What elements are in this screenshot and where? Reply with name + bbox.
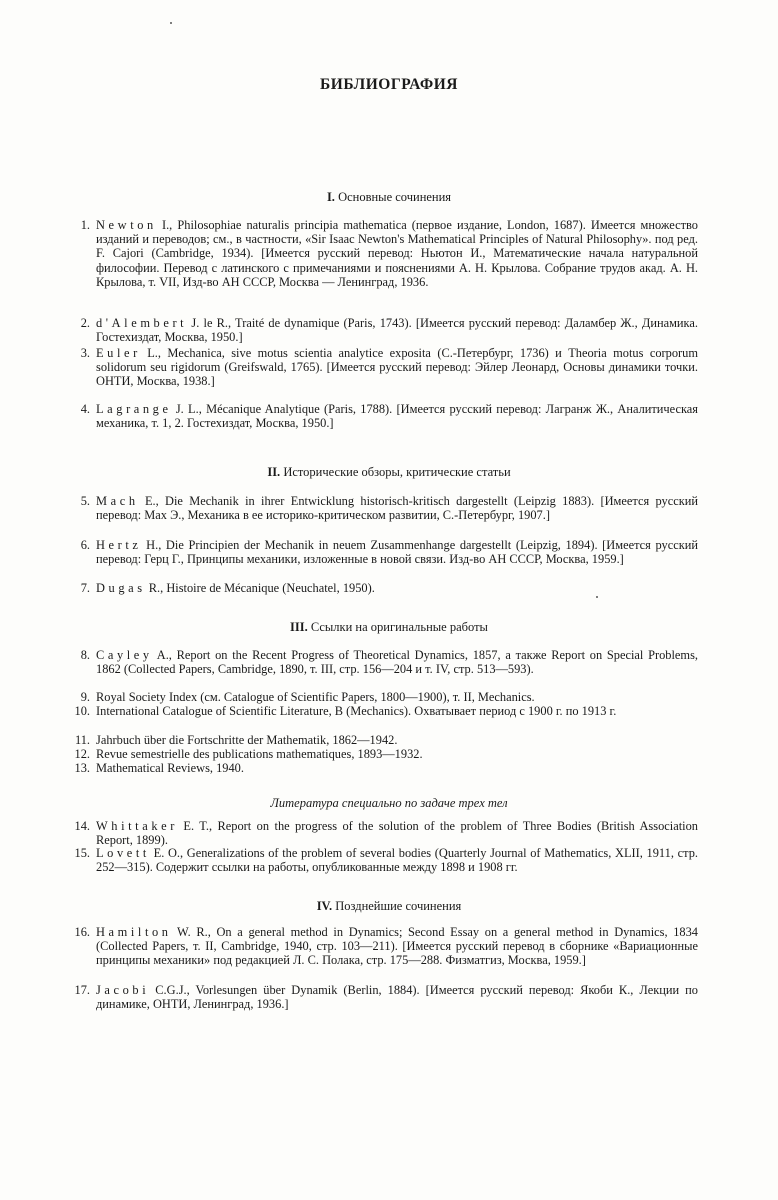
entry-number: 15. bbox=[74, 846, 90, 860]
entry-number: 3. bbox=[80, 346, 90, 360]
scan-speck bbox=[170, 22, 172, 24]
bibliography-entry bbox=[80, 218, 698, 289]
section-number: II. bbox=[267, 465, 281, 479]
entry-number: 17. bbox=[74, 983, 90, 997]
bibliography-entry bbox=[74, 819, 698, 848]
entry-text: E., Die Mechanik in ihrer Entwicklung historisch-kritisch dargestellt (Leipzig 1883). [Имеется русский перевод: Мах Э., Механика в ее историко-критическом развитии, С.-Петербург, 1907.] bbox=[96, 494, 698, 523]
bibliography-entry bbox=[80, 538, 698, 567]
bibliography-entry bbox=[74, 761, 698, 775]
entry-number: 4. bbox=[80, 402, 90, 416]
bibliography-entry bbox=[74, 983, 698, 1012]
entry-text: I., Philosophiae naturalis principia mathematica (первое издание, London, 1687). Имеется множество изданий и переводов; см., в частности, «Sir Isaac Newton's Mathematical Principles of Natural Philosophy». под ред. F. Cajori (Cambridge, 1934). [Имеется русский перевод: Ньютон И., Математические начала натуральной философии. Перевод с латинского с примечаниями и пояснениями А. Н. Крылова. Собрание трудов акад. А. Н. Крылова, т. VII, Изд-во АН СССР, Москва — Ленинград, 1936. bbox=[96, 218, 698, 289]
entry-text: L., Mechanica, sive motus scientia analytice exposita (С.-Петербург, 1736) и Theoria motus corporum solidorum seu rigidorum (Greifswald, 1765). [Имеется русский перевод: Эйлер Леонард, Основы динамики точки. ОНТИ, Москва, 1938.] bbox=[96, 346, 698, 389]
entry-number: 14. bbox=[74, 819, 90, 833]
bibliography-entry bbox=[80, 690, 698, 704]
section-label: Исторические обзоры, критические статьи bbox=[283, 465, 511, 479]
section-label: Литература специально по задаче трех тел bbox=[270, 796, 508, 810]
entry-text: A., Report on the Recent Progress of Theoretical Dynamics, 1857, а также Report on Special Problems, 1862 (Collected Papers, Cambridge, 1890, т. III, стр. 156—204 и т. IV, стр. 513—593). bbox=[96, 648, 698, 677]
entry-number: 11. bbox=[74, 733, 90, 747]
entry-text: E. T., Report on the progress of the solution of the problem of Three Bodies (British Association Report, 1899). bbox=[96, 819, 698, 848]
entry-number: 2. bbox=[80, 316, 90, 330]
bibliography-entry bbox=[80, 648, 698, 677]
entry-author: Hamilton bbox=[96, 925, 172, 939]
entry-number: 6. bbox=[80, 538, 90, 552]
entry-number: 9. bbox=[80, 690, 90, 704]
bibliography-entry bbox=[74, 846, 698, 875]
bibliography-entry bbox=[74, 747, 698, 761]
entry-text: Jahrbuch über die Fortschritte der Mathematik, 1862—1942. bbox=[96, 733, 398, 747]
bibliography-entry bbox=[74, 925, 698, 968]
entry-author: Whittaker bbox=[96, 819, 178, 833]
bibliography-entry bbox=[80, 494, 698, 523]
section-heading bbox=[60, 190, 718, 205]
section-label: Ссылки на оригинальные работы bbox=[310, 620, 488, 634]
section-heading bbox=[60, 465, 718, 480]
scan-speck bbox=[596, 596, 598, 598]
section-number: IV. bbox=[316, 899, 333, 913]
entry-number: 13. bbox=[74, 761, 90, 775]
entry-text: E. O., Generalizations of the problem of several bodies (Quarterly Journal of Mathematics, XLII, 1911, стр. 252—315). Содержит ссылки на работы, опубликованные между 1898 и 1908 гг. bbox=[96, 846, 698, 875]
entry-number: 1. bbox=[80, 218, 90, 232]
bibliography-entry bbox=[80, 581, 698, 595]
entry-number: 10. bbox=[74, 704, 90, 718]
bibliography-entry bbox=[74, 733, 698, 747]
entry-author: Newton bbox=[96, 218, 157, 232]
entry-author: Lovett bbox=[96, 846, 150, 860]
entry-number: 16. bbox=[74, 925, 90, 939]
entry-text: J. L., Mécanique Analytique (Paris, 1788). [Имеется русский перевод: Лагранж Ж., Аналитическая механика, т. 1, 2. Гостехиздат, Москва, 1950.] bbox=[96, 402, 698, 431]
entry-text: Royal Society Index (см. Catalogue of Scientific Papers, 1800—1900), т. II, Mechanics. bbox=[96, 690, 535, 704]
bibliography-entry bbox=[80, 402, 698, 431]
bibliography-entry bbox=[80, 316, 698, 345]
entry-author: Lagrange bbox=[96, 402, 172, 416]
entry-number: 5. bbox=[80, 494, 90, 508]
entry-text: Mathematical Reviews, 1940. bbox=[96, 761, 244, 775]
section-label: Основные сочинения bbox=[338, 190, 452, 204]
entry-text: J. le R., Traité de dynamique (Paris, 1743). [Имеется русский перевод: Даламбер Ж., Динамика. Гостехиздат, Москва, 1950.] bbox=[96, 316, 698, 345]
entry-number: 12. bbox=[74, 747, 90, 761]
section-heading bbox=[60, 620, 718, 635]
entry-number: 8. bbox=[80, 648, 90, 662]
entry-author: Euler bbox=[96, 346, 141, 360]
section-heading bbox=[60, 899, 718, 914]
entry-author: Cayley bbox=[96, 648, 153, 662]
entry-author: Jacobi bbox=[96, 983, 150, 997]
bibliography-entry bbox=[74, 704, 698, 718]
entry-author: Mach bbox=[96, 494, 139, 508]
entry-text: R., Histoire de Mécanique (Neuchatel, 1950). bbox=[145, 581, 375, 595]
bibliography-entry bbox=[80, 346, 698, 389]
entry-text: C.G.J., Vorlesungen über Dynamik (Berlin, 1884). [Имеется русский перевод: Якоби К., Лекции по динамике, ОНТИ, Ленинград, 1936.] bbox=[96, 983, 698, 1012]
page-title: БИБЛИОГРАФИЯ bbox=[320, 76, 458, 93]
entry-text: International Catalogue of Scientific Literature, B (Mechanics). Охватывает период с 1900 г. по 1913 г. bbox=[96, 704, 617, 718]
entry-author: d'Alembert bbox=[96, 316, 188, 330]
entry-author: Hertz bbox=[96, 538, 142, 552]
subsection-heading bbox=[60, 796, 718, 811]
entry-author: Dugas bbox=[96, 581, 146, 595]
entry-number: 7. bbox=[80, 581, 90, 595]
section-label: Позднейшие сочинения bbox=[335, 899, 462, 913]
section-number: III. bbox=[290, 620, 308, 634]
entry-text: Revue semestrielle des publications mathematiques, 1893—1932. bbox=[96, 747, 423, 761]
entry-text: W. R., On a general method in Dynamics; Second Essay on a general method in Dynamics, 1834 (Collected Papers, т. II, Cambridge, 1940, стр. 103—211). [Имеется русский перевод в сборнике «Вариационные принципы механики» под редакцией Л. С. Полака, стр. 175—288. Физматгиз, Москва, 1959.] bbox=[96, 925, 698, 968]
section-number: I. bbox=[326, 190, 335, 204]
entry-text: H., Die Principien der Mechanik in neuem Zusammenhange dargestellt (Leipzig, 1894). [Имеется русский перевод: Герц Г., Принципы механики, изложенные в новой связи. Изд-во АН СССР, Москва, 1959.] bbox=[96, 538, 698, 567]
